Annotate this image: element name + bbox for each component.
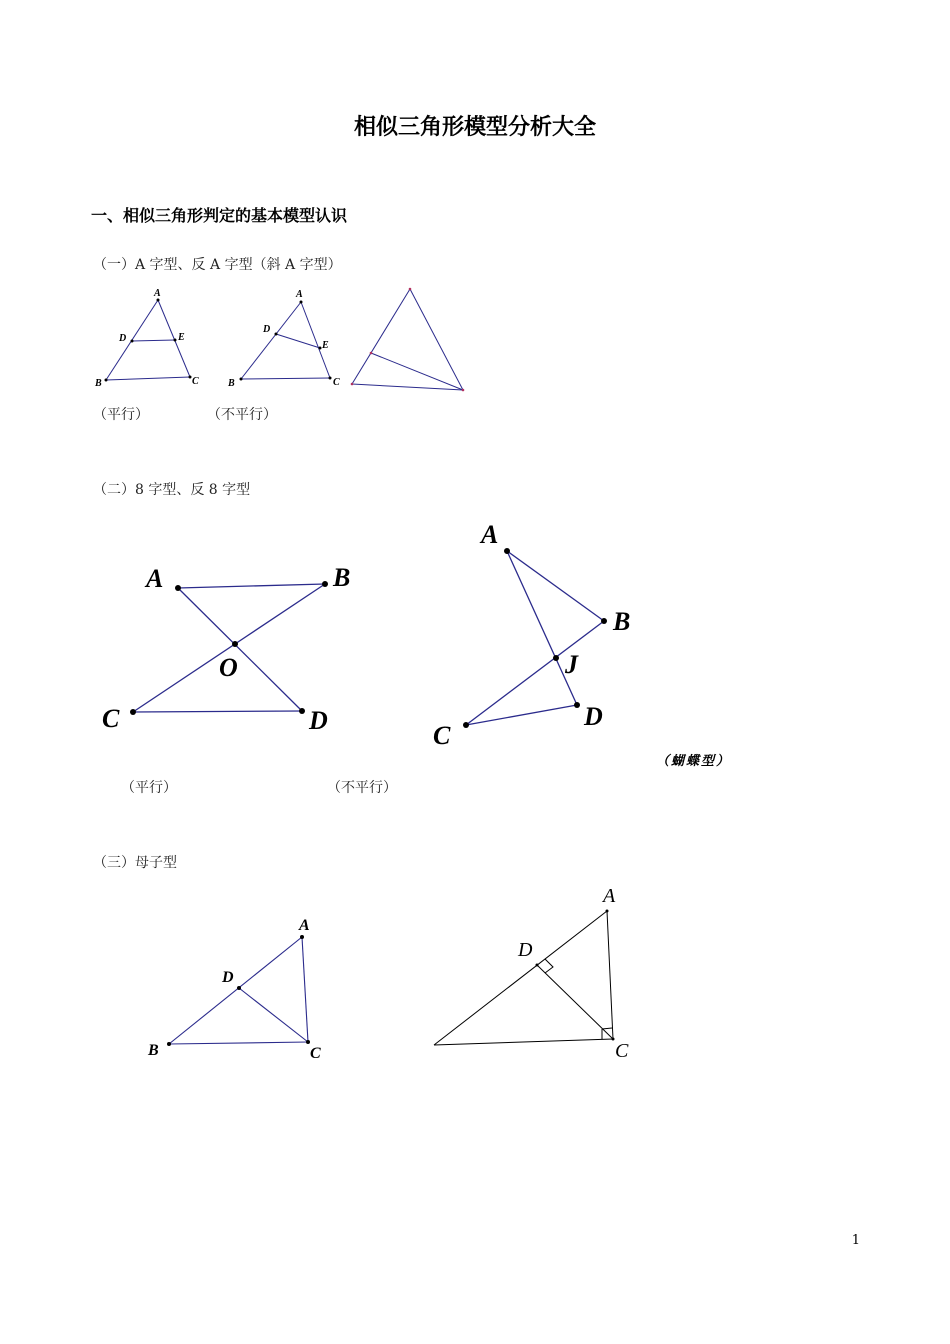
- label-d: D: [119, 333, 127, 344]
- part1-heading: （一）A 字型、反 A 字型（斜 A 字型）: [93, 257, 342, 273]
- caption-nonparallel: （不平行）: [327, 780, 397, 796]
- label-a: A: [296, 289, 303, 300]
- label-c: C: [102, 704, 120, 733]
- label-c: C: [192, 376, 199, 387]
- label-d: D: [263, 324, 271, 335]
- label-c: C: [615, 1040, 629, 1062]
- label-b: B: [333, 563, 351, 592]
- label-b: B: [148, 1042, 159, 1059]
- butterfly-caption: （蝴蝶型）: [656, 754, 732, 769]
- label-d: D: [584, 702, 603, 731]
- label-d: D: [309, 706, 328, 735]
- label-d: D: [222, 969, 234, 986]
- label-a: A: [146, 564, 164, 593]
- part2-heading: （二）8 字型、反 8 字型: [93, 482, 251, 498]
- caption-nonparallel: （不平行）: [207, 407, 277, 423]
- label-a: A: [299, 917, 310, 934]
- caption-parallel: （平行）: [121, 780, 177, 796]
- part3-heading: （三）母子型: [93, 855, 177, 871]
- section-heading: 一、相似三角形判定的基本模型认识: [91, 206, 348, 225]
- label-a: A: [481, 520, 499, 549]
- label-a: A: [603, 885, 616, 907]
- caption-parallel: （平行）: [93, 407, 149, 423]
- label-a: A: [154, 288, 161, 299]
- label-j: J: [565, 650, 578, 679]
- label-b: B: [228, 378, 235, 389]
- label-c: C: [433, 721, 451, 750]
- label-d: D: [518, 939, 533, 961]
- page-title: 相似三角形模型分析大全: [353, 115, 596, 140]
- label-o: O: [219, 653, 238, 682]
- label-c: C: [310, 1045, 321, 1062]
- label-e: E: [178, 332, 185, 343]
- label-b: B: [95, 378, 102, 389]
- label-c: C: [333, 377, 340, 388]
- label-e: E: [322, 340, 329, 351]
- page-number: 1: [851, 1233, 860, 1248]
- label-b: B: [613, 607, 631, 636]
